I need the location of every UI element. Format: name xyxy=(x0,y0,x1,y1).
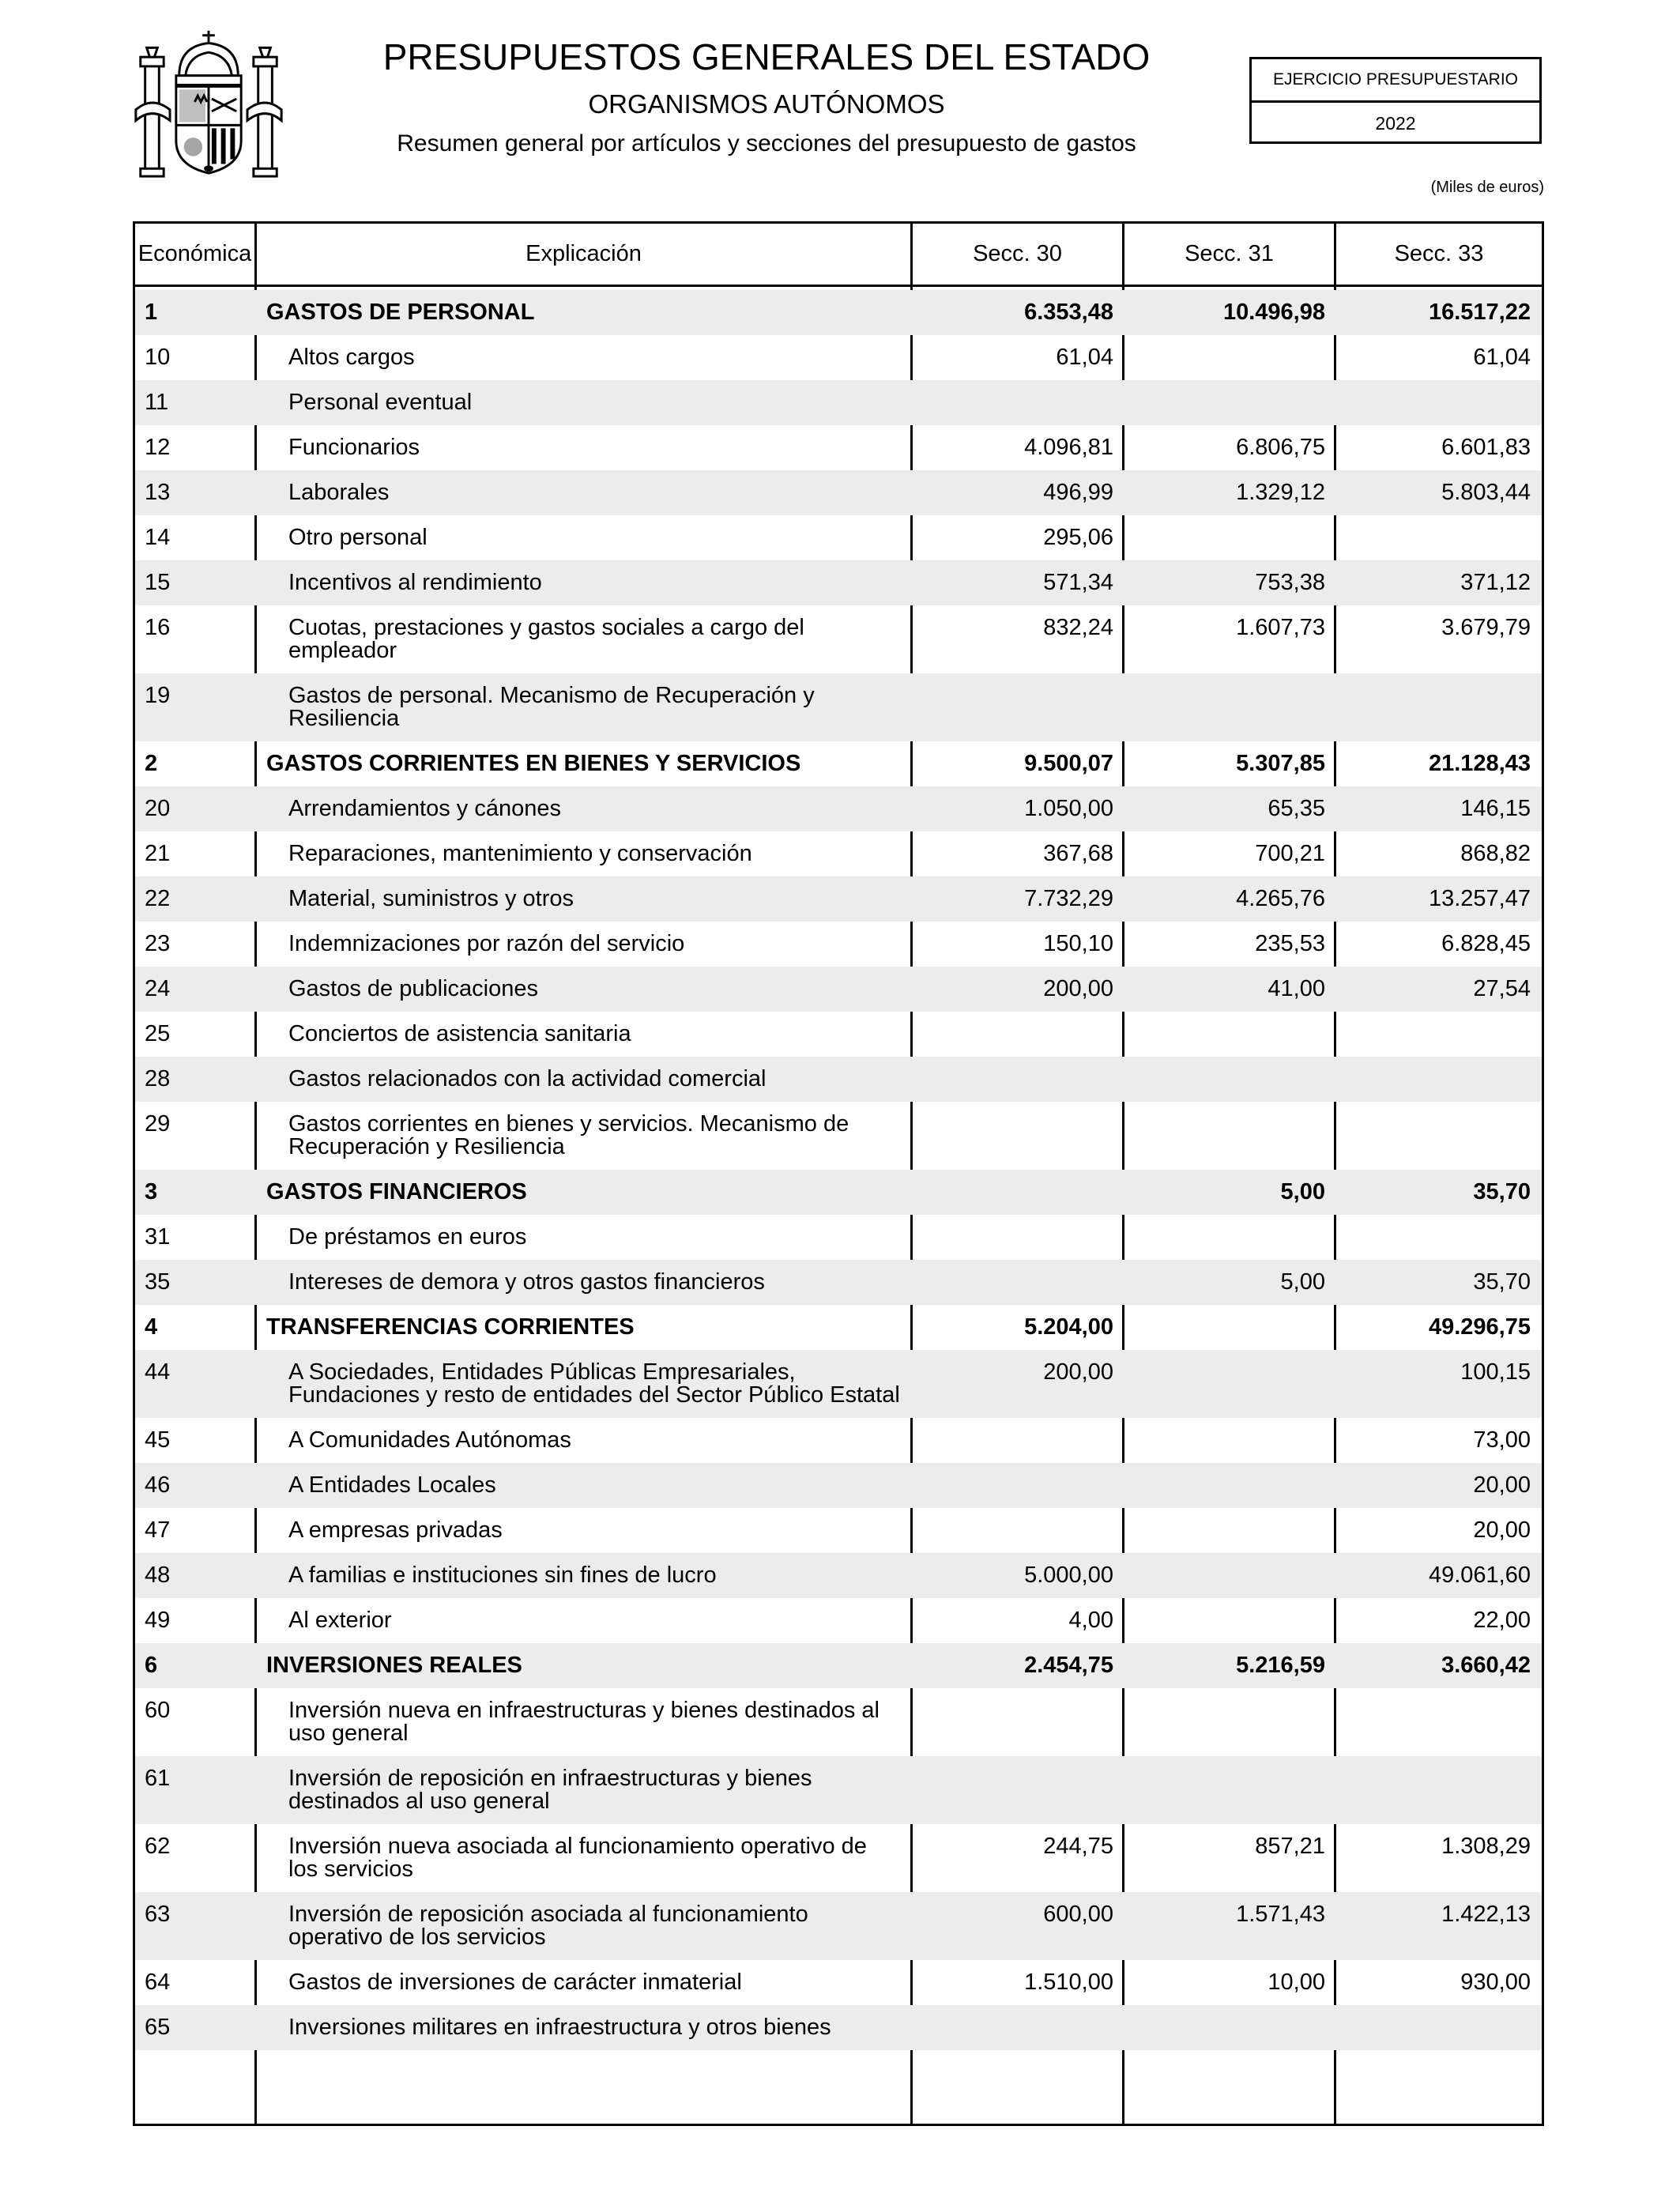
secc-30-cell: 832,24 xyxy=(1043,615,1113,640)
secc-30-cell xyxy=(913,1688,1124,1756)
explicacion-cell: Material, suministros y otros xyxy=(288,886,574,911)
explicacion-cell: A Entidades Locales xyxy=(288,1472,496,1498)
table-row xyxy=(135,1463,1542,1508)
secc-31-cell xyxy=(1124,1418,1336,1463)
secc-31-cell: 4.265,76 xyxy=(1236,886,1325,911)
economica-cell: 24 xyxy=(145,976,171,1001)
secc-33-cell xyxy=(1336,515,1542,560)
table-row xyxy=(135,2005,1542,2050)
economica-cell: 29 xyxy=(145,1111,171,1137)
secc-30-cell xyxy=(913,1170,1124,1215)
secc-30-cell: 1.510,00 xyxy=(1024,1970,1113,1995)
table-row xyxy=(135,335,1542,380)
secc-31-cell xyxy=(1124,1756,1336,1824)
secc-31-cell: 65,35 xyxy=(1268,796,1325,821)
secc-30-cell: 61,04 xyxy=(1056,345,1113,370)
secc-33-cell: 930,00 xyxy=(1460,1970,1531,1995)
secc-33-cell: 35,70 xyxy=(1473,1269,1531,1295)
secc-31-cell xyxy=(1124,335,1336,380)
secc-33-cell xyxy=(1336,1057,1542,1102)
economica-cell: 2 xyxy=(145,751,158,776)
economica-cell: 61 xyxy=(145,1766,171,1791)
secc-33-cell: 16.517,22 xyxy=(1428,300,1531,325)
secc-30-cell: 295,06 xyxy=(1043,525,1113,550)
secc-33-cell xyxy=(1336,673,1542,741)
table-row xyxy=(135,1350,1542,1418)
col-header-economica: Económica xyxy=(137,241,252,266)
table-row xyxy=(135,515,1542,560)
table-row xyxy=(135,922,1542,967)
secc-33-cell: 100,15 xyxy=(1460,1359,1531,1385)
economica-cell: 60 xyxy=(145,1698,171,1723)
explicacion-cell: Inversiones militares en infraestructura y otros bienes xyxy=(288,2015,831,2040)
table-row xyxy=(135,380,1542,425)
secc-30-cell: 244,75 xyxy=(1043,1834,1113,1859)
secc-31-cell xyxy=(1124,1688,1336,1756)
explicacion-cell: Inversión nueva asociada al funcionamiento operativo de los servicios xyxy=(288,1834,867,1882)
economica-cell: 6 xyxy=(145,1653,158,1678)
secc-30-cell xyxy=(913,1508,1124,1553)
secc-33-cell xyxy=(1336,380,1542,425)
economica-cell: 31 xyxy=(145,1224,171,1250)
secc-30-cell xyxy=(913,1463,1124,1508)
secc-33-cell: 20,00 xyxy=(1473,1472,1531,1498)
secc-31-cell: 5.307,85 xyxy=(1236,751,1325,776)
table-row xyxy=(135,786,1542,831)
secc-33-cell xyxy=(1336,1012,1542,1057)
secc-31-cell xyxy=(1124,1012,1336,1057)
explicacion-cell: Incentivos al rendimiento xyxy=(288,570,542,595)
table-row-chapter xyxy=(135,1305,1542,1350)
secc-30-cell xyxy=(913,1260,1124,1305)
table-row xyxy=(135,1960,1542,2005)
secc-30-cell: 496,99 xyxy=(1043,480,1113,505)
economica-cell: 19 xyxy=(145,683,171,708)
secc-30-cell xyxy=(913,1418,1124,1463)
economica-cell: 62 xyxy=(145,1834,171,1859)
secc-31-cell: 235,53 xyxy=(1255,931,1325,956)
secc-31-cell xyxy=(1124,1305,1336,1350)
table-row xyxy=(135,1418,1542,1463)
table-row xyxy=(135,605,1542,673)
secc-33-cell: 73,00 xyxy=(1473,1427,1531,1453)
economica-cell: 10 xyxy=(145,345,171,370)
table-row xyxy=(135,1260,1542,1305)
explicacion-cell: De préstamos en euros xyxy=(288,1224,527,1250)
table-row xyxy=(135,1057,1542,1102)
secc-31-cell xyxy=(1124,1102,1336,1170)
economica-cell: 49 xyxy=(145,1608,171,1633)
explicacion-cell: Inversión de reposición asociada al funcionamiento operativo de los servicios xyxy=(288,1902,808,1950)
secc-31-cell xyxy=(1124,2005,1336,2050)
explicacion-cell: Laborales xyxy=(288,480,390,505)
secc-31-cell xyxy=(1124,380,1336,425)
secc-31-cell xyxy=(1124,673,1336,741)
secc-31-cell: 41,00 xyxy=(1268,976,1325,1001)
secc-30-cell: 6.353,48 xyxy=(1024,300,1113,325)
secc-33-cell: 5.803,44 xyxy=(1441,480,1531,505)
secc-31-cell xyxy=(1124,1057,1336,1102)
explicacion-cell: Arrendamientos y cánones xyxy=(288,796,561,821)
explicacion-cell: TRANSFERENCIAS CORRIENTES xyxy=(266,1314,635,1340)
col-header-explicacion: Explicación xyxy=(525,241,642,266)
table-row xyxy=(135,876,1542,922)
table-row xyxy=(135,470,1542,515)
document-title: PRESUPUESTOS GENERALES DEL ESTADO xyxy=(382,36,1151,77)
secc-31-cell: 700,21 xyxy=(1255,841,1325,866)
economica-cell: 63 xyxy=(145,1902,171,1927)
exercise-year: 2022 xyxy=(1375,113,1416,134)
secc-30-cell: 5.204,00 xyxy=(1024,1314,1113,1340)
secc-33-cell: 868,82 xyxy=(1460,841,1531,866)
secc-31-cell xyxy=(1124,1553,1336,1598)
explicacion-cell: GASTOS DE PERSONAL xyxy=(266,300,535,325)
table-row xyxy=(135,967,1542,1012)
secc-31-cell: 1.607,73 xyxy=(1236,615,1325,640)
economica-cell: 25 xyxy=(145,1021,171,1046)
secc-30-cell: 600,00 xyxy=(1043,1902,1113,1927)
secc-30-cell: 571,34 xyxy=(1043,570,1113,595)
secc-31-cell: 753,38 xyxy=(1255,570,1325,595)
secc-30-cell xyxy=(913,1057,1124,1102)
secc-33-cell: 1.422,13 xyxy=(1441,1902,1531,1927)
secc-31-cell: 6.806,75 xyxy=(1236,435,1325,460)
explicacion-cell: Cuotas, prestaciones y gastos sociales a cargo del empleador xyxy=(288,615,804,663)
secc-33-cell: 21.128,43 xyxy=(1428,751,1531,776)
secc-30-cell: 4,00 xyxy=(1068,1608,1113,1633)
secc-30-cell xyxy=(913,1012,1124,1057)
secc-33-cell: 146,15 xyxy=(1460,796,1531,821)
table-row xyxy=(135,1688,1542,1756)
secc-33-cell: 3.679,79 xyxy=(1441,615,1531,640)
explicacion-cell: Personal eventual xyxy=(288,390,473,415)
table-row xyxy=(135,1508,1542,1553)
economica-cell: 1 xyxy=(145,300,158,325)
explicacion-cell: Gastos de inversiones de carácter inmaterial xyxy=(288,1970,742,1995)
secc-31-cell xyxy=(1124,1350,1336,1418)
economica-cell: 12 xyxy=(145,435,171,460)
secc-31-cell xyxy=(1124,1215,1336,1260)
table-row xyxy=(135,1553,1542,1598)
secc-33-cell xyxy=(1336,1688,1542,1756)
explicacion-cell: GASTOS FINANCIEROS xyxy=(266,1179,527,1204)
document-description: Resumen general por artículos y secciones del presupuesto de gastos xyxy=(397,130,1136,156)
secc-30-cell xyxy=(913,673,1124,741)
secc-31-cell: 5.216,59 xyxy=(1236,1653,1325,1678)
explicacion-cell: Intereses de demora y otros gastos financieros xyxy=(288,1269,765,1295)
table-row xyxy=(135,1215,1542,1260)
explicacion-cell: A empresas privadas xyxy=(288,1517,503,1543)
secc-33-cell xyxy=(1336,1102,1542,1170)
col-header-secc-31: Secc. 31 xyxy=(1185,241,1274,266)
table-row xyxy=(135,1756,1542,1824)
table-row-chapter xyxy=(135,1643,1542,1688)
economica-cell: 45 xyxy=(145,1427,171,1453)
secc-33-cell: 13.257,47 xyxy=(1428,886,1531,911)
explicacion-cell: A familias e instituciones sin fines de lucro xyxy=(288,1563,717,1588)
secc-30-cell: 4.096,81 xyxy=(1024,435,1113,460)
table-row-chapter xyxy=(135,290,1542,335)
explicacion-cell: GASTOS CORRIENTES EN BIENES Y SERVICIOS xyxy=(266,751,801,776)
secc-31-cell: 5,00 xyxy=(1280,1179,1325,1204)
secc-30-cell: 367,68 xyxy=(1043,841,1113,866)
explicacion-cell: Inversión de reposición en infraestructuras y bienes destinados al uso general xyxy=(288,1766,812,1814)
secc-30-cell: 2.454,75 xyxy=(1024,1653,1113,1678)
economica-cell: 20 xyxy=(145,796,171,821)
secc-30-cell xyxy=(913,1756,1124,1824)
table-row xyxy=(135,831,1542,876)
header-separator xyxy=(133,285,1544,287)
explicacion-cell: Funcionarios xyxy=(288,435,420,460)
secc-33-cell: 49.296,75 xyxy=(1428,1314,1531,1340)
table-row xyxy=(135,1012,1542,1057)
economica-cell: 48 xyxy=(145,1563,171,1588)
units-note: (Miles de euros) xyxy=(1430,179,1544,196)
secc-33-cell: 6.601,83 xyxy=(1441,435,1531,460)
explicacion-cell: Gastos corrientes en bienes y servicios. Mecanismo de Recuperación y Resiliencia xyxy=(288,1111,849,1159)
table-row xyxy=(135,1824,1542,1892)
economica-cell: 35 xyxy=(145,1269,171,1295)
economica-cell: 13 xyxy=(145,480,171,505)
explicacion-cell: Gastos de publicaciones xyxy=(288,976,538,1001)
col-header-secc-30: Secc. 30 xyxy=(973,241,1062,266)
economica-cell: 65 xyxy=(145,2015,171,2040)
economica-cell: 46 xyxy=(145,1472,171,1498)
explicacion-cell: Altos cargos xyxy=(288,345,415,370)
secc-30-cell: 1.050,00 xyxy=(1024,796,1113,821)
table-row-chapter xyxy=(135,1170,1542,1215)
secc-30-cell: 7.732,29 xyxy=(1024,886,1113,911)
explicacion-cell: INVERSIONES REALES xyxy=(266,1653,522,1678)
explicacion-cell: Otro personal xyxy=(288,525,428,550)
secc-33-cell xyxy=(1336,1215,1542,1260)
secc-30-cell xyxy=(913,1102,1124,1170)
secc-30-cell: 200,00 xyxy=(1043,976,1113,1001)
explicacion-cell: Conciertos de asistencia sanitaria xyxy=(288,1021,631,1046)
secc-30-cell: 150,10 xyxy=(1043,931,1113,956)
table-row xyxy=(135,425,1542,470)
secc-31-cell xyxy=(1124,1598,1336,1643)
economica-cell: 16 xyxy=(145,615,171,640)
secc-33-cell: 22,00 xyxy=(1473,1608,1531,1633)
secc-31-cell: 857,21 xyxy=(1255,1834,1325,1859)
explicacion-cell: Al exterior xyxy=(288,1608,392,1633)
table-row xyxy=(135,673,1542,741)
secc-31-cell: 5,00 xyxy=(1280,1269,1325,1295)
secc-31-cell xyxy=(1124,1463,1336,1508)
document-subtitle: ORGANISMOS AUTÓNOMOS xyxy=(588,89,945,119)
secc-33-cell: 20,00 xyxy=(1473,1517,1531,1543)
economica-cell: 28 xyxy=(145,1066,171,1091)
economica-cell: 23 xyxy=(145,931,171,956)
economica-cell: 22 xyxy=(145,886,171,911)
economica-cell: 3 xyxy=(145,1179,158,1204)
table-row-chapter xyxy=(135,741,1542,786)
secc-31-cell: 1.329,12 xyxy=(1236,480,1325,505)
secc-30-cell xyxy=(913,2005,1124,2050)
table-row xyxy=(135,560,1542,605)
secc-30-cell: 9.500,07 xyxy=(1024,751,1113,776)
explicacion-cell: A Sociedades, Entidades Públicas Empresariales, Fundaciones y resto de entidades del Sector Público Estatal xyxy=(288,1359,900,1408)
secc-31-cell: 1.571,43 xyxy=(1236,1902,1325,1927)
secc-30-cell xyxy=(913,1215,1124,1260)
economica-cell: 11 xyxy=(145,390,169,415)
secc-30-cell: 5.000,00 xyxy=(1024,1563,1113,1588)
economica-cell: 44 xyxy=(145,1359,171,1385)
economica-cell: 4 xyxy=(145,1314,158,1340)
secc-33-cell: 27,54 xyxy=(1473,976,1531,1001)
secc-33-cell: 1.308,29 xyxy=(1441,1834,1531,1859)
explicacion-cell: Inversión nueva en infraestructuras y bienes destinados al uso general xyxy=(288,1698,880,1746)
budget-table-body xyxy=(135,290,1542,2050)
secc-30-cell xyxy=(913,380,1124,425)
explicacion-cell: Reparaciones, mantenimiento y conservación xyxy=(288,841,752,866)
col-header-secc-33: Secc. 33 xyxy=(1394,241,1484,266)
table-row xyxy=(135,1892,1542,1960)
secc-33-cell: 3.660,42 xyxy=(1441,1653,1531,1678)
secc-31-cell: 10.496,98 xyxy=(1222,300,1325,325)
coat-of-arms-icon xyxy=(131,24,286,180)
secc-33-cell xyxy=(1336,1756,1542,1824)
explicacion-cell: Gastos de personal. Mecanismo de Recuperación y Resiliencia xyxy=(288,683,815,731)
exercise-box xyxy=(1249,57,1542,144)
economica-cell: 21 xyxy=(145,841,171,866)
economica-cell: 15 xyxy=(145,570,171,595)
economica-cell: 47 xyxy=(145,1517,171,1543)
table-row xyxy=(135,1598,1542,1643)
exercise-label: EJERCICIO PRESUPUESTARIO xyxy=(1252,59,1539,103)
explicacion-cell: A Comunidades Autónomas xyxy=(288,1427,571,1453)
secc-31-cell xyxy=(1124,1508,1336,1553)
explicacion-cell: Gastos relacionados con la actividad comercial xyxy=(288,1066,767,1091)
secc-33-cell: 6.828,45 xyxy=(1441,931,1531,956)
secc-33-cell xyxy=(1336,2005,1542,2050)
explicacion-cell: Indemnizaciones por razón del servicio xyxy=(288,931,685,956)
secc-33-cell: 49.061,60 xyxy=(1428,1563,1531,1588)
secc-33-cell: 61,04 xyxy=(1473,345,1531,370)
secc-30-cell: 200,00 xyxy=(1043,1359,1113,1385)
economica-cell: 64 xyxy=(145,1970,171,1995)
secc-31-cell: 10,00 xyxy=(1268,1970,1325,1995)
secc-33-cell: 35,70 xyxy=(1473,1179,1531,1204)
economica-cell: 14 xyxy=(145,525,171,550)
secc-33-cell: 371,12 xyxy=(1460,570,1531,595)
secc-31-cell xyxy=(1124,515,1336,560)
table-row xyxy=(135,1102,1542,1170)
